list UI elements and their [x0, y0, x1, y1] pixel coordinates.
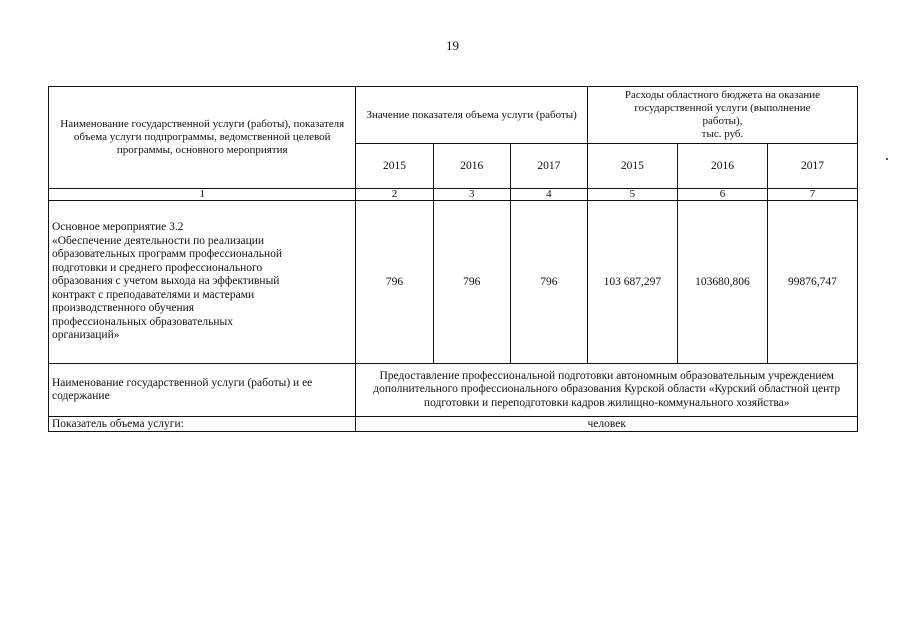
- header-row-1: [49, 87, 858, 144]
- description-line: производственного обучения: [52, 302, 195, 315]
- table-row: [49, 417, 858, 432]
- description-line: образовательных программ профессиональной: [52, 248, 283, 261]
- service-description: Предоставление профессиональной подготовки автономным образовательным учреждением дополнительного профессионального образования Курской области «Курский областной центр подготовки и переподготовки кадров жилищно-коммунального хозяйства»: [356, 364, 858, 417]
- header-year-cell: 2015: [356, 144, 433, 189]
- header-year-cell: 2016: [677, 144, 767, 189]
- value-cell: 103680,806: [677, 201, 767, 364]
- value-cell: 99876,747: [767, 201, 857, 364]
- header-year-cell: 2017: [510, 144, 587, 189]
- header-expense-line: Расходы областного бюджета на оказание: [624, 89, 821, 101]
- header-expense-line: работы),: [702, 115, 743, 127]
- column-number-cell: 5: [587, 189, 677, 201]
- description-line: организаций»: [52, 329, 120, 342]
- table-row: [49, 364, 858, 417]
- description-line: «Обеспечение деятельности по реализации: [52, 234, 265, 247]
- column-number-row: [49, 189, 858, 201]
- indicator-value: человек: [356, 417, 858, 432]
- description-line: Основное мероприятие 3.2: [52, 221, 184, 234]
- header-expense-line: тыс. руб.: [701, 128, 744, 140]
- column-number-cell: 3: [433, 189, 510, 201]
- column-number-cell: 2: [356, 189, 433, 201]
- header-year-cell: 2017: [767, 144, 857, 189]
- header-expense-group: [587, 87, 857, 144]
- description-line: подготовки и среднего профессионального: [52, 261, 263, 274]
- scan-dot-mark: [886, 158, 888, 160]
- indicator-label: Показатель объема услуги:: [49, 417, 356, 432]
- value-cell: 103 687,297: [587, 201, 677, 364]
- header-year-cell: 2015: [587, 144, 677, 189]
- value-cell: 796: [356, 201, 433, 364]
- header-name-column: Наименование государственной услуги (работы), показателя объема услуги подпрограммы, ведомственной целевой программы, основного мероприятия: [49, 87, 356, 189]
- table-row: [49, 201, 858, 364]
- value-cell: 796: [510, 201, 587, 364]
- activity-description: [49, 201, 356, 364]
- description-line: контракт с преподавателями и мастерами: [52, 288, 255, 301]
- service-label: Наименование государственной услуги (работы) и ее содержание: [49, 364, 356, 417]
- column-number-cell: 4: [510, 189, 587, 201]
- budget-table: [48, 86, 858, 432]
- column-number-cell: 1: [49, 189, 356, 201]
- description-line: образования с учетом выхода на эффективный: [52, 275, 280, 288]
- page-number: 19: [446, 38, 459, 53]
- header-expense-line: государственной услуги (выполнение: [634, 102, 811, 114]
- column-number-cell: 6: [677, 189, 767, 201]
- description-line: профессиональных образовательных: [52, 315, 233, 328]
- value-cell: 796: [433, 201, 510, 364]
- header-year-cell: 2016: [433, 144, 510, 189]
- header-volume-group: Значение показателя объема услуги (работы): [356, 87, 587, 144]
- column-number-cell: 7: [767, 189, 857, 201]
